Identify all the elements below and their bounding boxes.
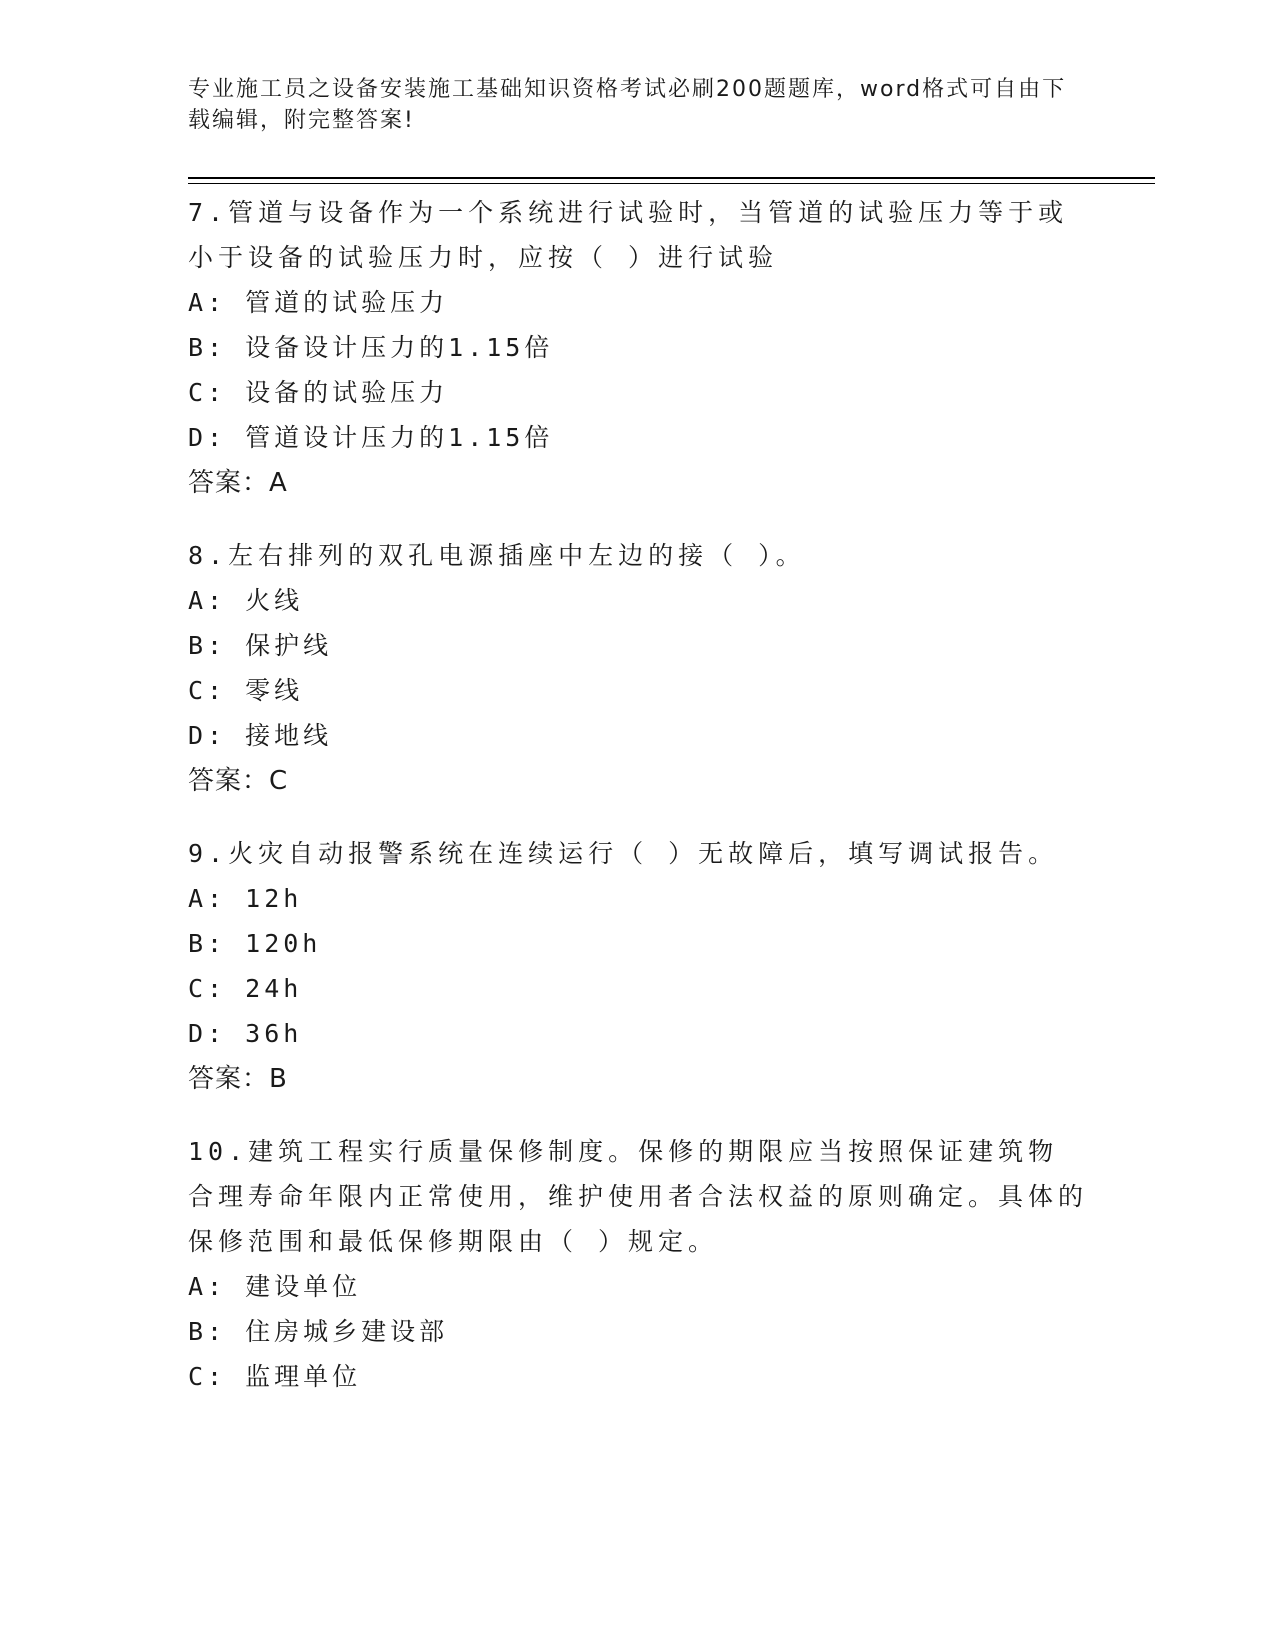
option-c: C: 24h [188, 974, 303, 1003]
question-item [188, 1129, 1088, 1399]
option-b: B: 120h [188, 929, 322, 958]
answer-line: 答案：C [188, 766, 289, 796]
option-d: D: 接地线 [188, 721, 333, 750]
option-c: C: 监理单位 [188, 1362, 362, 1391]
question-stem: 8.左右排列的双孔电源插座中左边的接（ ）。 [188, 541, 806, 570]
answer-line: 答案：B [188, 1064, 288, 1094]
header-divider-thin [188, 183, 1155, 184]
question-stem: 9.火灾自动报警系统在连续运行（ ）无故障后，填写调试报告。 [188, 839, 1059, 868]
option-c: C: 零线 [188, 676, 304, 705]
option-b: B: 设备设计压力的1.15倍 [188, 333, 554, 362]
option-a: A: 管道的试验压力 [188, 288, 449, 317]
question-stem: 10.建筑工程实行质量保修制度。保修的期限应当按照保证建筑物合理寿命年限内正常使用，维护使用者合法权益的原则确定。具体的保修范围和最低保修期限由（ ）规定。 [188, 1137, 1089, 1256]
question-item [188, 533, 1088, 804]
answer-line: 答案：A [188, 468, 288, 498]
option-a: A: 建设单位 [188, 1272, 362, 1301]
document-header: 专业施工员之设备安装施工基础知识资格考试必刷200题题库，word格式可自由下载编辑，附完整答案! [188, 77, 1067, 133]
option-a: A: 12h [188, 884, 303, 913]
question-stem: 7.管道与设备作为一个系统进行试验时，当管道的试验压力等于或小于设备的试验压力时，应按（ ）进行试验 [188, 198, 1069, 272]
option-d: D: 管道设计压力的1.15倍 [188, 423, 554, 452]
header-divider [188, 177, 1155, 179]
question-item [188, 190, 1088, 506]
question-item [188, 831, 1088, 1102]
option-b: B: 住房城乡建设部 [188, 1317, 449, 1346]
option-b: B: 保护线 [188, 631, 333, 660]
question-list [188, 190, 1088, 1426]
option-c: C: 设备的试验压力 [188, 378, 449, 407]
option-a: A: 火线 [188, 586, 304, 615]
option-d: D: 36h [188, 1019, 303, 1048]
